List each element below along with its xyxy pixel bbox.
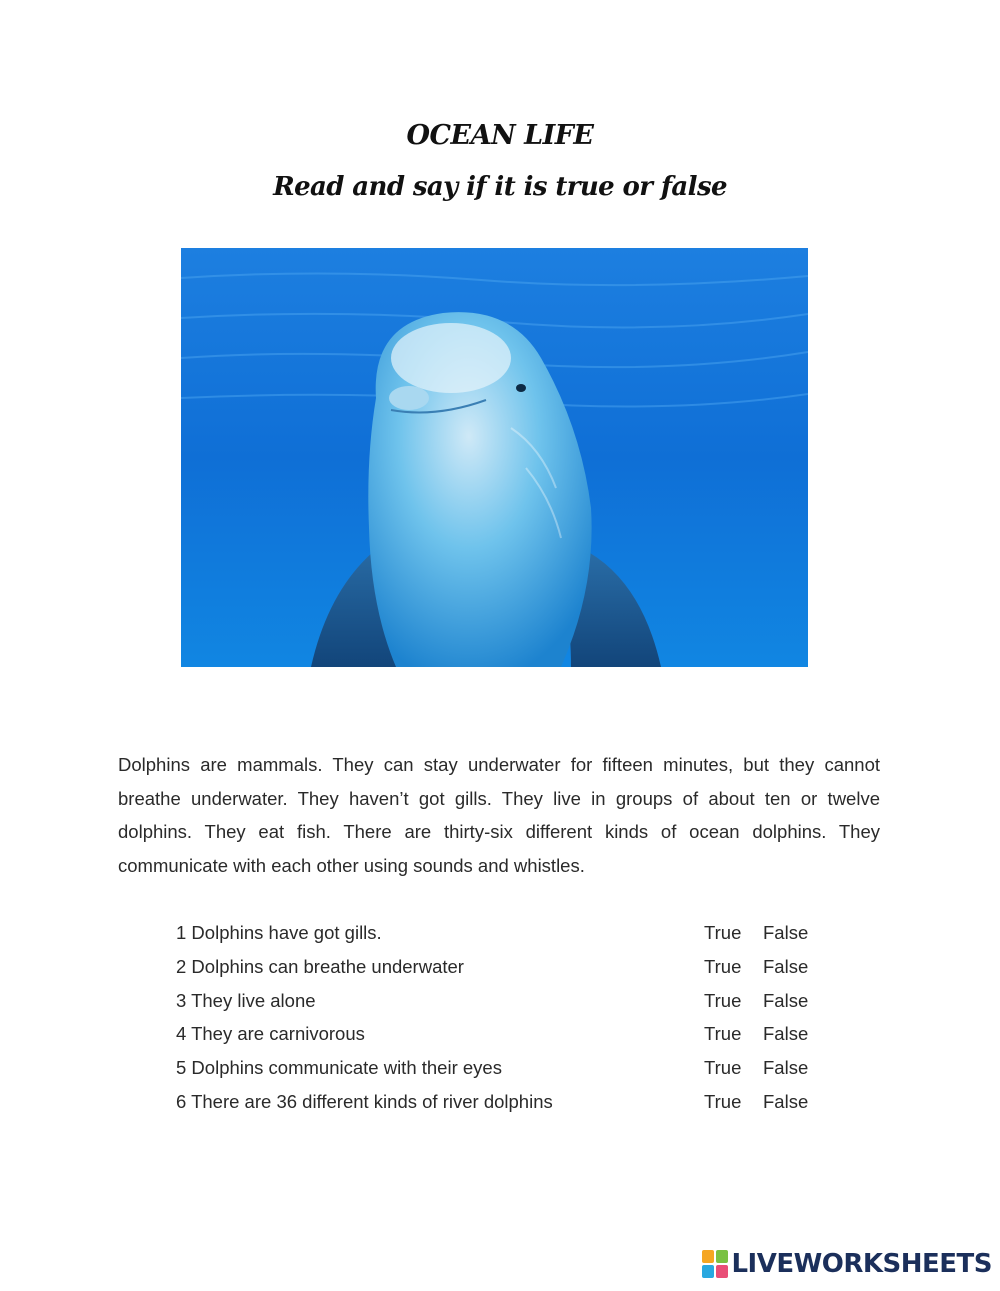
true-option[interactable]: True	[704, 1057, 742, 1079]
false-option[interactable]: False	[763, 922, 809, 943]
false-option[interactable]: False	[763, 1090, 809, 1112]
question-row	[176, 1017, 826, 1051]
false-option[interactable]: False	[763, 955, 809, 977]
true-option[interactable]: True	[704, 1090, 742, 1112]
true-option[interactable]: True	[704, 955, 742, 977]
question-text: 1 Dolphins have got gills.	[176, 922, 382, 943]
false-option[interactable]: False	[763, 989, 809, 1011]
liveworksheets-logo	[702, 1247, 992, 1281]
reading-passage: Dolphins are mammals. They can stay underwater for fifteen minutes, but they cannot breathe underwater. They haven’t got gills. They live in groups of about ten or twelve dolphins. They eat fish. There are thirty-six different kinds of ocean dolphins. They communicate with each other using sounds and whistles.	[118, 754, 880, 876]
instructions-subtitle: Read and say if it is true or false	[273, 172, 727, 202]
true-false-questions	[176, 916, 826, 1119]
question-text: 4 They are carnivorous	[176, 1023, 365, 1045]
dolphin-photo	[181, 248, 808, 667]
true-option[interactable]: True	[704, 1023, 742, 1045]
question-text: 3 They live alone	[176, 989, 316, 1011]
true-option[interactable]: True	[704, 922, 742, 943]
question-text: 5 Dolphins communicate with their eyes	[176, 1057, 502, 1079]
page-title: OCEAN LIFE	[406, 120, 594, 151]
brand-name: LIVEWORKSHEETS	[731, 1249, 992, 1279]
question-row	[176, 984, 826, 1018]
question-row	[176, 1085, 826, 1119]
question-row	[176, 916, 826, 950]
logo-icon	[702, 1250, 728, 1278]
question-text: 6 There are 36 different kinds of river dolphins	[176, 1090, 553, 1112]
false-option[interactable]: False	[763, 1057, 809, 1079]
question-row	[176, 950, 826, 984]
question-row	[176, 1051, 826, 1085]
true-option[interactable]: True	[704, 989, 742, 1011]
question-text: 2 Dolphins can breathe underwater	[176, 955, 464, 977]
false-option[interactable]: False	[763, 1023, 809, 1045]
